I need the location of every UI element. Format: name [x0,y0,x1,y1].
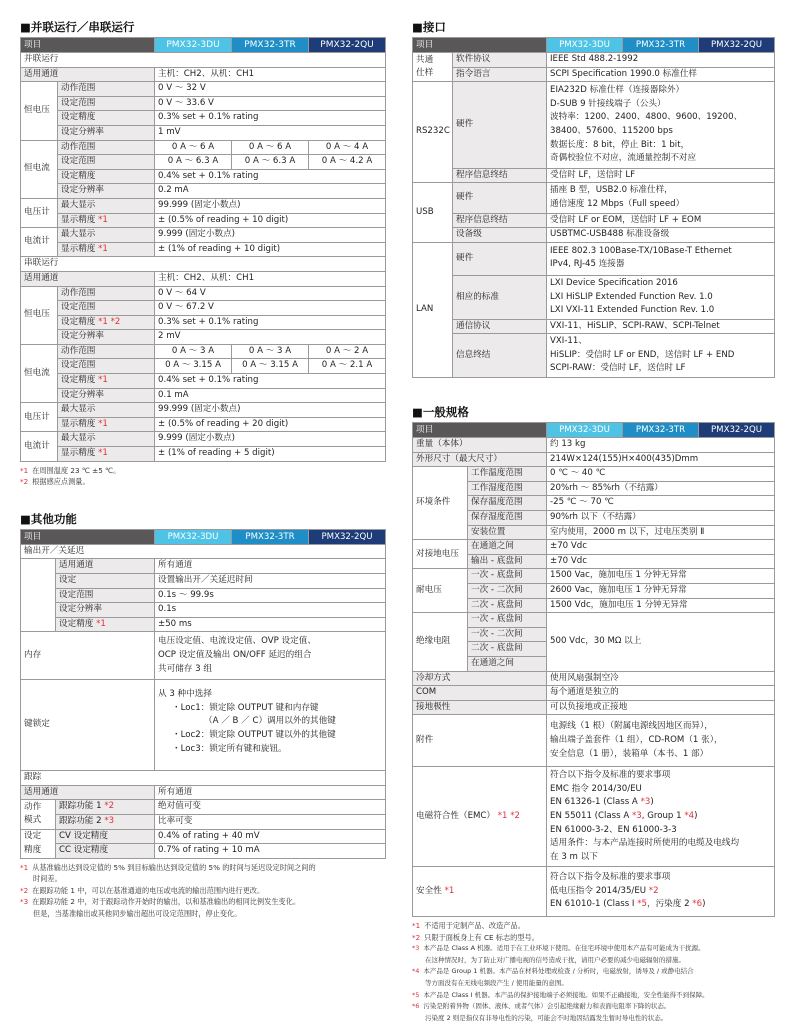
row-label: COM [413,686,547,701]
footnote: *2 在跟踪功能 1 中，可以在基准通道的电压或电流的输出范围内进行更改。 [20,885,265,895]
model-header: PMX32-3DU [547,423,622,437]
cell-value: 可以负接地或正接地 [547,700,775,715]
group-label: 电压计 [21,198,58,227]
row-label: 设备级 [453,228,547,243]
group-label: 耐电压 [413,569,468,613]
row-label: 动作范围 [58,286,155,301]
left-column [20,18,385,920]
cell-value: 0 A ～ 6.3 A [232,155,309,170]
group-label: 环境条件 [413,467,468,540]
cell-value: 受信时 LF or EOM，送信时 LF + EOM [547,213,775,228]
row-label: 工作湿度范围 [468,481,547,496]
model-header: PMX32-2QU [698,423,774,437]
interface-title: ■接口 [412,20,446,34]
cell-value: 20%rh ～ 85%rh（不结露） [547,481,775,496]
cell-value: 0.2 mA [155,184,386,199]
row-label: 硬件 [453,183,547,213]
row-label: 程序信息终结 [453,168,547,183]
cell-value: 0 A ～ 3.15 A [155,359,232,374]
group-label: 共通 仕样 [413,53,453,82]
model-header: PMX32-2QU [698,38,774,52]
other-functions-table [20,529,386,859]
footnote: *1 在周围温度 23 ℃ ±5 ℃。 [20,465,121,475]
cell-value: ± (0.5% of reading + 20 digit) [155,417,386,432]
cell-value: 0.1s [155,603,386,618]
item-header: 项目 [413,423,547,438]
row-label: 设定分辨率 [58,330,155,345]
row-label: 设定范围 [58,96,155,111]
cell-value: 0.4% set + 0.1% rating [155,169,386,184]
row-label: 设定精度 [58,169,155,184]
group-label: 恒电流 [21,344,58,402]
section-label: 并联运行 [21,53,386,68]
cell-value: IEEE 802.3 100Base-TX/10Base-T Ethernet IPv4, RJ-45 连接器 [547,242,775,275]
cell-value: 9.999 (固定小数点) [155,228,386,243]
cell-value: 绝对值可变 [155,800,386,815]
general-spec-table [412,422,775,917]
cell-value: VXI-11、 HiSLIP：受信时 LF or END，送信时 LF + END SCPI-RAW：受信时 LF，送信时 LF [547,334,775,378]
cell-value: 2 mV [155,330,386,345]
cell-value: ±70 Vdc [547,554,775,569]
cell-value: 电压设定值、电流设定值、OVP 设定值、 OCP 设定值及输出 ON/OFF 延迟的组合 共可储存 3 组 [155,632,386,680]
model-header: PMX32-3TR [622,38,698,52]
cell-value: 1500 Vac，施加电压 1 分钟无异常 [547,569,775,584]
group-label: 电压计 [21,403,58,432]
cell-value: ±50 ms [155,617,386,632]
row-label: 二次 - 底盘间 [468,642,547,657]
row-label: 键锁定 [21,680,155,771]
cell-value: USBTMC-USB488 标准设备级 [547,228,775,243]
row-label: 指令语言 [453,67,547,82]
cell-value: 0 A ～ 3 A [232,344,309,359]
cell-value: 0 ℃ ～ 40 ℃ [547,467,775,482]
other-notes [20,862,385,920]
cell-value: 500 Vdc，30 MΩ 以上 [547,613,775,671]
cell-value: 0.7% of rating + 10 mA [155,844,386,859]
group-label: 电流计 [21,228,58,257]
row-label: 接地极性 [413,700,547,715]
cell-value: 214W×124(155)H×400(435)Dmm [547,452,775,467]
row-label: 适用通道 [21,67,155,82]
cell-value: 0 A ～ 6.3 A [155,155,232,170]
row-label: 在通道之间 [468,656,547,671]
cell-value: 从 3 种中选择 ・Loc1：锁定除 OUTPUT 键和内存键 （A ／ B ／ C）调用以外的其他键 ・Loc2：锁定除 OUTPUT 键以外的其他键 ・Loc3：锁定所有键和旋钮。 [155,680,386,771]
cell-value: 0 A ～ 3.15 A [232,359,309,374]
item-header: 项目 [413,38,547,53]
item-header: 项目 [21,38,155,53]
group-label: 电流计 [21,432,58,461]
cell-value: 0.1s ～ 99.9s [155,588,386,603]
cell-value: 0 A ～ 6 A [155,140,232,155]
row-label: 显示精度 *1 [58,242,155,257]
cell-value: 1500 Vdc，施加电压 1 分钟无异常 [547,598,775,613]
cell-value: 插座 B 型，USB2.0 标准仕样， 通信速度 12 Mbps（Full speed） [547,183,775,213]
cell-value: 0 V ～ 33.6 V [155,96,386,111]
row-label: 显示精度 *1 [58,213,155,228]
general-notes [412,920,774,1024]
cell-value: 0.4% set + 0.1% rating [155,374,386,389]
group-label: 绝缘电阻 [413,613,468,671]
right-column [412,18,774,1024]
row-label: 软件协议 [453,53,547,68]
cell-value: ± (1% of reading + 5 digit) [155,447,386,462]
footnote: 在这种情况时，为了防止对广播电视的信号造成干扰，请用户必要的减少电磁辐射的措施。 [425,955,685,964]
row-label: 保存温度范围 [468,496,547,511]
model-header: PMX32-2QU [308,530,385,544]
model-header: PMX32-3TR [232,38,309,53]
group-label: RS232C [413,82,453,183]
row-label: 信息终结 [453,334,547,378]
row-label: 外形尺寸（最大尺寸） [413,452,547,467]
row-label: 动作范围 [58,140,155,155]
cell-value: 使用风扇强制空冷 [547,671,775,686]
row-label: 保存湿度范围 [468,511,547,526]
row-label: 设定范围 [58,359,155,374]
cell-value: 0 A ～ 6 A [232,140,309,155]
row-label: 适用通道 [56,559,155,574]
model-header: PMX32-3TR [231,530,308,544]
row-label: 附件 [413,715,547,767]
row-label: 显示精度 *1 [58,447,155,462]
row-label: 最大显示 [58,432,155,447]
footnote: *2 根据感应点测量。 [20,477,90,487]
cell-value: 90%rh 以下（不结露） [547,511,775,526]
row-label: 跟踪功能 2 *3 [56,814,155,829]
footnote: *3 本产品是 Class A 机器。适用于在工业环境下使用。在住宅环境中使用本产品有可能成为干扰源。 [412,944,705,953]
cell-value: LXI Device Specification 2016 LXI HiSLIP Extended Function Rev. 1.0 LXI VXI-11 Extended Function Rev. 1.0 [547,275,775,319]
cell-value: 电源线（1 根）（附属电源线因地区而异）， 输出端子盖套件（1 组），CD-ROM（1 张）， 安全信息（1 册），装箱单（本书、1 部） [547,715,775,767]
section-label: 串联运行 [21,257,386,272]
row-label: 设定分辨率 [56,603,155,618]
section-label: 输出开／关延迟 [21,544,386,559]
row-label: 输出 - 底盘间 [468,554,547,569]
cell-value: 每个通道是独立的 [547,686,775,701]
row-label: 设定精度 [58,111,155,126]
row-label: 重量（本体） [413,438,547,453]
cell-value: 0 V ～ 64 V [155,286,386,301]
footnote: *1 从基准输出达到设定值的 5% 到目标输出达到设定值的 5% 的时间与延迟设定时间之间的 [20,862,316,872]
row-label: 适用通道 [21,271,155,286]
group-label: USB [413,183,453,242]
row-label: 设定分辨率 [58,388,155,403]
row-label: 最大显示 [58,403,155,418]
row-label: 一次 - 二次间 [468,584,547,599]
cell-value: 主机：CH2、从机：CH1 [155,67,386,82]
cell-value: 0 A ～ 4.2 A [309,155,386,170]
parallel-series-title: ■并联运行／串联运行 [20,20,135,34]
cell-value: 99.999 (固定小数点) [155,403,386,418]
row-label: 最大显示 [58,228,155,243]
group-label: 设定 精度 [21,829,56,858]
row-label: 一次 - 底盘间 [468,613,547,628]
interface-table [412,37,775,378]
footnote: *6 污染是附着异物（固体、液体、或者气体）会引起绝缘耐力和表面电阻率下降的状态。 [412,1002,671,1011]
cell-value: -25 ℃ ～ 70 ℃ [547,496,775,511]
group-label: 恒电压 [21,82,58,140]
row-label: 一次 - 底盘间 [468,569,547,584]
model-header: PMX32-3DU [547,38,622,52]
row-label: 设定范围 [58,301,155,316]
row-label: 在通道之间 [468,540,547,555]
cell-value: IEEE Std 488.2-1992 [547,53,775,68]
cell-value: 0.1 mA [155,388,386,403]
row-label: 相应的标准 [453,275,547,319]
cell-value: VXI-11、HiSLIP、SCPI-RAW、SCPI-Telnet [547,319,775,334]
footnote: *3 在跟踪功能 2 中，对于跟踪动作开始时的输出，以和基准输出的相同比例发生变化。 [20,897,301,907]
row-label: 最大显示 [58,198,155,213]
row-label: 工作温度范围 [468,467,547,482]
row-label: CV 设定精度 [56,829,155,844]
row-label: 内存 [21,632,155,680]
row-label: 设定分辨率 [58,184,155,199]
group-label: 对接地电压 [413,540,468,569]
footnote: 污染度 2 则是指仅有非导电性的污染，可能会不时地因结露发生暂时导电性的状态。 [425,1013,668,1022]
model-header: PMX32-3DU [155,530,231,544]
model-header: PMX32-3TR [622,423,698,437]
model-header: PMX32-3DU [155,38,232,53]
row-label: CC 设定精度 [56,844,155,859]
cell-value: 室内使用，2000 m 以下，过电压类别 Ⅱ [547,525,775,540]
item-header: 项目 [21,529,155,544]
cell-value: 0.3% set + 0.1% rating [155,111,386,126]
row-label: 设定范围 [58,155,155,170]
cell-value: 0.3% set + 0.1% rating [155,315,386,330]
model-header: PMX32-2QU [309,38,386,53]
cell-value: 2600 Vac，施加电压 1 分钟无异常 [547,584,775,599]
cell-value: 受信时 LF，送信时 LF [547,168,775,183]
cell-value: 比率可变 [155,814,386,829]
row-label: 动作范围 [58,82,155,97]
cell-value: 主机：CH2、从机：CH1 [155,271,386,286]
row-label: 安装位置 [468,525,547,540]
group-label: LAN [413,242,453,377]
row-label: 冷却方式 [413,671,547,686]
row-label: 通信协议 [453,319,547,334]
parallel-notes [20,465,385,488]
row-label: 二次 - 底盘间 [468,598,547,613]
row-label: 安全性 *1 [413,867,547,917]
cell-value: 1 mV [155,125,386,140]
group-label: 动作 模式 [21,800,56,829]
cell-value: 0 V ～ 32 V [155,82,386,97]
row-label: 设定精度 *1 *2 [58,315,155,330]
cell-value: ±70 Vdc [547,540,775,555]
parallel-series-table [20,37,386,462]
row-label: 一次 - 二次间 [468,627,547,642]
cell-value: 99.999 (固定小数点) [155,198,386,213]
row-label: 设定精度 *1 [58,374,155,389]
cell-value: 符合以下指令及标准的要求事项 低电压指令 2014/35/EU *2 EN 61010-1 (Class I *5，污染度 2 *6) [547,867,775,917]
cell-value: 0.4% of rating + 40 mV [155,829,386,844]
cell-value: SCPI Specification 1990.0 标准仕样 [547,67,775,82]
cell-value: 0 A ～ 2 A [309,344,386,359]
cell-value: EIA232D 标准仕样（连接器除外） D-SUB 9 针接线端子（公头） 波特率：1200、2400、4800、9600、19200、 38400、57600、115200 bps 数据长度：8 bit，停止 Bit：1 bit， 奇偶校验位不对应，流通量控制不对应 [547,82,775,169]
cell-value: 9.999 (固定小数点) [155,432,386,447]
group-label: 恒电流 [21,140,58,198]
row-label: 硬件 [453,242,547,275]
footnote: 但是，当基准输出或其他同步输出超出可设定范围时，停止变化。 [33,909,242,919]
cell-value: ± (0.5% of reading + 10 digit) [155,213,386,228]
row-label: 设定分辨率 [58,125,155,140]
other-functions-title: ■其他功能 [20,511,77,526]
row-label: 硬件 [453,82,547,169]
cell-value: 0 A ～ 2.1 A [309,359,386,374]
row-label: 适用通道 [21,785,155,800]
cell-value: 符合以下指令及标准的要求事项 EMC 指令 2014/30/EU EN 61326-1 (Class A *3) EN 55011 (Class A *3, Group 1 *4) EN 61000-3-2、EN 61000-3-3 适用条件：与本产品连接时所使用的电缆及电线均 在 3 m 以下 [547,767,775,867]
row-label: 电磁符合性（EMC） *1 *2 [413,767,547,867]
footnote: *4 本产品是 Group 1 机器。本产品在材料处理或检查 / 分析时，电磁放射，诱导及 / 或静电结合 [412,967,694,976]
group-label: 恒电压 [21,286,58,344]
cell-value: 所有通道 [155,559,386,574]
cell-value: 0 A ～ 3 A [155,344,232,359]
row-label: 设定精度 *1 [56,617,155,632]
row-label: 设定范围 [56,588,155,603]
cell-value: 所有通道 [155,785,386,800]
cell-value: 0 V ～ 67.2 V [155,301,386,316]
cell-value: 0 A ～ 4 A [309,140,386,155]
row-label: 设定 [56,574,155,589]
cell-value: 设置输出开／关延迟时间 [155,574,386,589]
section-label: 跟踪 [21,771,386,786]
cell-value: ± (1% of reading + 10 digit) [155,242,386,257]
row-label: 显示精度 *1 [58,417,155,432]
cell-value: 约 13 kg [547,438,775,453]
general-spec-title: ■一般规格 [412,405,469,420]
row-label: 动作范围 [58,344,155,359]
footnote: *5 本产品是 Class I 机器。本产品的保护接地端子必须接地。如果不正确接地，安全性能得不到保障。 [412,990,709,999]
footnote: *2 只限于面板身上有 CE 标志的型号。 [412,932,539,942]
footnote: 等方面没有在无线电频段产生 / 使用能量的意图。 [425,979,568,988]
footnote: 时间差。 [33,874,62,884]
footnote: *1 不适用于定制产品、改造产品。 [412,921,525,931]
row-label: 跟踪功能 1 *2 [56,800,155,815]
row-label: 程序信息终结 [453,213,547,228]
